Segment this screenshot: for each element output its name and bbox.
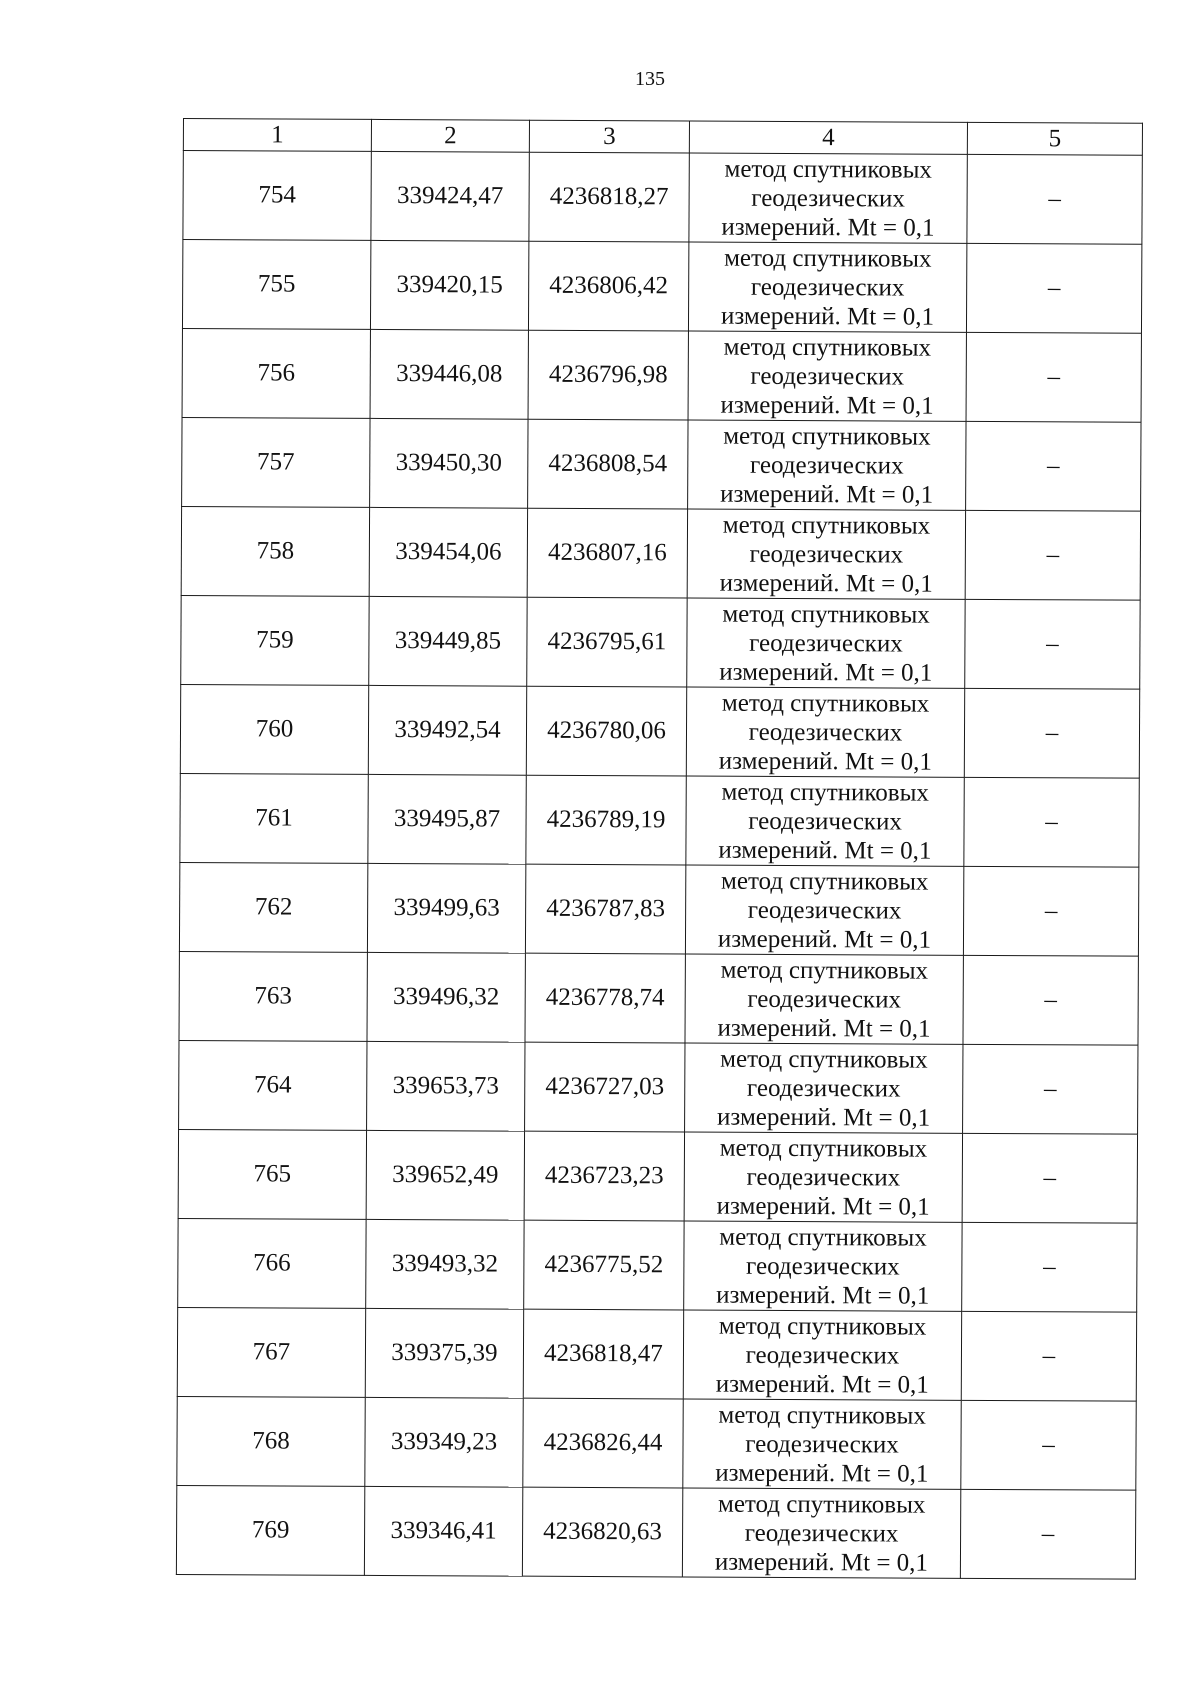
point-number-cell: 762 [179,862,367,952]
method-line: измерений. Mt = 0,1 [720,391,934,420]
method-line: измерений. Mt = 0,1 [715,1370,929,1399]
table-row [177,1396,1136,1490]
table-row [183,151,1142,245]
x-coordinate-cell: 339652,49 [366,1130,524,1220]
method-cell [688,242,966,332]
method-cell [688,331,966,421]
method-line: измерений. Mt = 0,1 [720,480,934,509]
x-coordinate-cell: 339496,32 [367,952,525,1042]
note-cell: – [963,866,1138,956]
method-line: геодезических [747,985,902,1014]
table-row [179,862,1138,956]
method-line: измерений. Mt = 0,1 [718,747,932,776]
point-number-cell: 761 [180,773,368,863]
method-line: геодезических [748,807,902,836]
method-line: метод спутниковых [724,155,933,184]
method-cell [682,1488,960,1578]
x-coordinate-cell: 339349,23 [365,1397,523,1487]
method-cell [687,509,965,599]
x-coordinate-cell: 339446,08 [370,329,528,419]
table-row [181,506,1140,600]
header-col-5: 5 [967,122,1142,155]
y-coordinate-cell: 4236723,23 [524,1131,684,1221]
header-col-3: 3 [529,120,689,153]
method-cell [684,1221,962,1311]
note-cell: – [963,955,1138,1045]
method-cell [684,1132,962,1222]
method-line: геодезических [748,718,903,747]
note-cell: – [961,1311,1136,1401]
point-number-cell: 758 [181,506,369,596]
method-line: геодезических [746,1252,900,1281]
method-cell [686,776,964,866]
point-number-cell: 766 [178,1218,366,1308]
point-number-cell: 769 [176,1485,364,1575]
y-coordinate-cell: 4236787,83 [525,864,685,954]
note-cell: – [967,154,1142,244]
method-line: измерений. Mt = 0,1 [717,1103,931,1132]
coordinates-table [176,118,1143,1580]
x-coordinate-cell: 339424,47 [371,151,529,241]
method-line: измерений. Mt = 0,1 [715,1459,929,1488]
point-number-cell: 763 [179,951,367,1041]
note-cell: – [966,332,1141,422]
method-cell [683,1310,961,1400]
method-line: измерений. Mt = 0,1 [719,658,933,687]
method-line: метод спутниковых [718,1312,927,1341]
method-cell [685,1043,963,1133]
method-line: метод спутниковых [719,1223,927,1252]
x-coordinate-cell: 339449,85 [369,596,527,686]
method-line: метод спутниковых [722,511,931,540]
note-cell: – [964,688,1139,778]
point-number-cell: 767 [177,1307,365,1397]
method-line: геодезических [749,540,904,569]
point-number-cell: 756 [182,328,370,418]
y-coordinate-cell: 4236826,44 [523,1398,683,1488]
y-coordinate-cell: 4236818,27 [529,152,689,242]
x-coordinate-cell: 339420,15 [370,240,528,330]
table-row [179,951,1138,1045]
note-cell: – [966,421,1141,511]
y-coordinate-cell: 4236820,63 [522,1487,682,1577]
table-row [176,1485,1135,1579]
method-cell [687,598,965,688]
table-row [178,1218,1137,1312]
method-line: геодезических [751,184,905,213]
note-cell: – [966,243,1141,333]
method-line: метод спутниковых [717,1490,926,1519]
method-line: метод спутниковых [718,1401,926,1430]
method-cell [683,1399,961,1489]
header-row [183,119,1142,156]
x-coordinate-cell: 339495,87 [368,774,526,864]
x-coordinate-cell: 339346,41 [364,1486,522,1576]
method-line: геодезических [749,629,903,658]
x-coordinate-cell: 339499,63 [367,863,525,953]
method-line: измерений. Mt = 0,1 [718,836,932,865]
table-row [178,1129,1137,1223]
point-number-cell: 765 [178,1129,366,1219]
method-line: измерений. Mt = 0,1 [719,569,933,598]
table-header [183,119,1142,156]
method-line: геодезических [744,1519,899,1548]
table-row [182,240,1141,334]
page-number: 135 [635,68,665,90]
method-line: измерений. Mt = 0,1 [716,1281,930,1310]
method-line: геодезических [749,451,904,480]
table-row [180,773,1139,867]
method-cell [688,420,966,510]
y-coordinate-cell: 4236727,03 [525,1042,685,1132]
method-line: измерений. Mt = 0,1 [714,1548,929,1577]
method-line: метод спутниковых [722,600,930,629]
x-coordinate-cell: 339450,30 [370,418,528,508]
table-row [182,417,1141,511]
method-cell [689,153,967,243]
header-col-1: 1 [183,119,371,152]
table-row [182,328,1141,422]
method-line: метод спутниковых [721,778,929,807]
x-coordinate-cell: 339492,54 [368,685,526,775]
note-cell: – [963,1044,1138,1134]
point-number-cell: 754 [183,151,371,241]
note-cell: – [964,777,1139,867]
y-coordinate-cell: 4236796,98 [528,330,688,420]
method-line: измерений. Mt = 0,1 [717,1014,931,1043]
point-number-cell: 760 [180,684,368,774]
method-cell [685,954,963,1044]
note-cell: – [965,510,1140,600]
header-col-2: 2 [371,119,529,152]
point-number-cell: 764 [179,1040,367,1130]
method-line: метод спутниковых [723,333,932,362]
header-col-4: 4 [689,121,967,154]
point-number-cell: 757 [182,417,370,507]
y-coordinate-cell: 4236789,19 [526,775,686,865]
method-line: геодезических [746,1074,901,1103]
method-line: геодезических [745,1430,899,1459]
note-cell: – [960,1489,1135,1579]
y-coordinate-cell: 4236795,61 [527,597,687,687]
method-line: геодезических [746,1163,901,1192]
y-coordinate-cell: 4236780,06 [526,686,686,776]
method-line: геодезических [750,273,905,302]
y-coordinate-cell: 4236778,74 [525,953,685,1043]
table-row [181,595,1140,689]
point-number-cell: 755 [182,240,370,330]
table-row [177,1307,1136,1401]
note-cell: – [965,599,1140,689]
method-line: метод спутниковых [719,1134,928,1163]
method-line: измерений. Mt = 0,1 [717,925,932,954]
method-cell [686,687,964,777]
method-line: геодезических [747,896,902,925]
y-coordinate-cell: 4236808,54 [528,419,688,509]
x-coordinate-cell: 339653,73 [367,1041,525,1131]
y-coordinate-cell: 4236818,47 [523,1309,683,1399]
point-number-cell: 759 [181,595,369,685]
note-cell: – [961,1400,1136,1490]
method-cell [685,865,963,955]
method-line: измерений. Mt = 0,1 [716,1192,930,1221]
point-number-cell: 768 [177,1396,365,1486]
method-line: метод спутниковых [720,1045,928,1074]
x-coordinate-cell: 339454,06 [369,507,527,597]
y-coordinate-cell: 4236806,42 [528,241,688,331]
x-coordinate-cell: 339493,32 [366,1219,524,1309]
y-coordinate-cell: 4236807,16 [527,508,687,598]
method-line: метод спутниковых [724,244,932,273]
note-cell: – [962,1133,1137,1223]
table-row [180,684,1139,778]
table-row [179,1040,1138,1134]
method-line: измерений. Mt = 0,1 [720,302,935,331]
method-line: метод спутниковых [721,689,930,718]
y-coordinate-cell: 4236775,52 [524,1220,684,1310]
method-line: измерений. Mt = 0,1 [721,213,935,242]
method-line: геодезических [750,362,905,391]
table-body [176,151,1142,1580]
x-coordinate-cell: 339375,39 [365,1308,523,1398]
method-line: геодезических [745,1341,900,1370]
method-line: метод спутниковых [720,956,929,985]
method-line: метод спутниковых [723,422,931,451]
note-cell: – [962,1222,1137,1312]
method-line: метод спутниковых [721,867,929,896]
